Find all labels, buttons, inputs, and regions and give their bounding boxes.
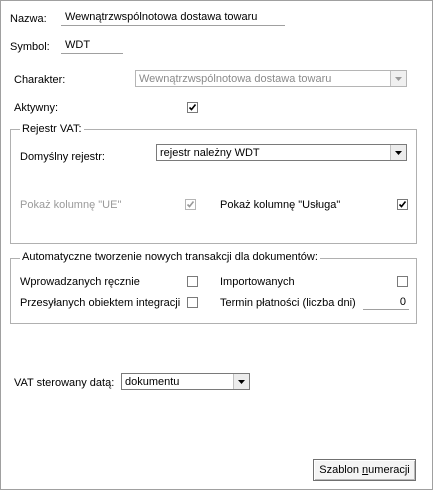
aktywny-checkbox[interactable]: [187, 102, 198, 113]
pokaz-usluga-label: Pokaż kolumnę "Usługa": [220, 199, 341, 211]
importowanych-checkbox[interactable]: [397, 276, 408, 287]
charakter-dropdown-button: [390, 71, 406, 86]
importowanych-label: Importowanych: [220, 276, 295, 288]
vat-sterowany-dropdown-button[interactable]: [233, 374, 249, 389]
charakter-value: Wewnątrzwspólnotowa dostawa towaru: [139, 73, 332, 85]
charakter-select: [135, 70, 407, 87]
checkmark-icon: [186, 200, 195, 209]
domyslny-rejestr-select[interactable]: [156, 144, 407, 161]
auto-transactions-title: Automatyczne tworzenie nowych transakcji dla dokumentów:: [22, 251, 318, 263]
aktywny-label: Aktywny:: [14, 102, 59, 114]
symbol-field[interactable]: WDT: [61, 38, 123, 54]
vat-sterowany-label: VAT sterowany datą:: [14, 377, 115, 389]
charakter-label: Charakter:: [14, 74, 66, 86]
checkmark-icon: [188, 103, 197, 112]
termin-platnosci-label: Termin płatności (liczba dni): [220, 297, 356, 309]
szablon-numeracji-button[interactable]: [313, 459, 416, 481]
domyslny-rejestr-value: rejestr należny WDT: [160, 147, 260, 159]
szablon-button-prefix: Szablon: [319, 464, 363, 476]
wprowadzanych-recznie-label: Wprowadzanych ręcznie: [20, 276, 140, 288]
vat-sterowany-select[interactable]: [121, 373, 250, 390]
chevron-down-icon: [238, 380, 245, 384]
nazwa-label: Nazwa:: [10, 13, 47, 25]
vat-sterowany-value: dokumentu: [125, 376, 180, 388]
termin-platnosci-input[interactable]: 0: [363, 295, 409, 310]
domyslny-rejestr-label: Domyślny rejestr:: [20, 151, 105, 163]
chevron-down-icon: [395, 151, 402, 155]
chevron-down-icon: [395, 77, 402, 81]
przesylanych-integracji-checkbox[interactable]: [187, 297, 198, 308]
przesylanych-integracji-label: Przesyłanych obiektem integracji: [20, 297, 181, 309]
wprowadzanych-recznie-checkbox[interactable]: [187, 276, 198, 287]
pokaz-ue-label: Pokaż kolumnę "UE": [20, 199, 122, 211]
pokaz-ue-checkbox: [185, 199, 196, 210]
rejestr-vat-title: Rejestr VAT:: [22, 123, 82, 135]
szablon-button-accel: n: [362, 464, 369, 476]
auto-transactions-group: [10, 258, 417, 324]
symbol-label: Symbol:: [10, 41, 50, 53]
checkmark-icon: [398, 200, 407, 209]
domyslny-rejestr-dropdown-button[interactable]: [390, 145, 406, 160]
szablon-button-suffix: umeracji: [368, 464, 410, 476]
nazwa-field[interactable]: Wewnątrzwspólnotowa dostawa towaru: [61, 10, 285, 26]
pokaz-usluga-checkbox[interactable]: [397, 199, 408, 210]
